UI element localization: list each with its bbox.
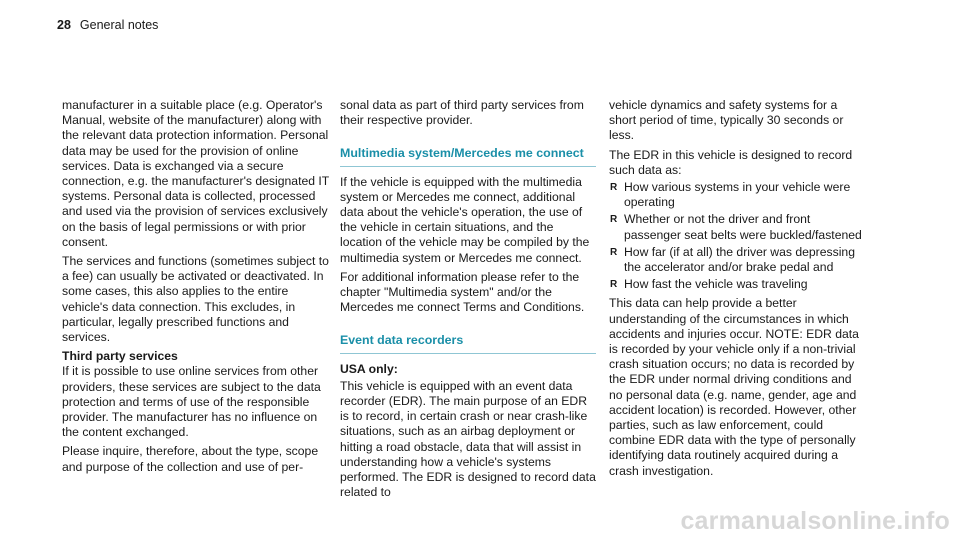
paragraph: The services and functions (sometimes subject to a fee) can usually be activated or deactivated. In some cases, this also applies to the entire vehicle's data connection. This excludes, in particular, legally prescribed functions and services. [62,254,329,345]
bullet-icon: R [610,182,618,194]
paragraph: If it is possible to use online services from other providers, these services are subject to the data protection and terms of use of the responsible provider. The manufacturer has no influence on the content exchanged. [62,364,321,440]
list-item: R How fast the vehicle was traveling [610,277,808,292]
paragraph: This vehicle is equipped with an event data recorder (EDR). The main purpose of an EDR is to record, in certain crash or near crash-like situations, such as an airbag deployment or hitting a road obstacle, data that will assist in understanding how a vehicle's systems performed. The EDR is designed to record data related to [340,378,596,500]
column-2 [340,98,596,500]
paragraph: The EDR in this vehicle is designed to record such data as: [609,147,853,177]
paragraph: If the vehicle is equipped with the multimedia system or Mercedes me connect, additional data about the vehicle's operation, the use of the vehicle in certain situations, and the location of the vehicle may be compiled by the multimedia system or Mercedes me connect. [340,174,590,265]
column-1 [62,98,330,475]
edr-heading: Event data recorders [340,333,596,353]
paragraph: Please inquire, therefore, about the type, scope and purpose of the collection and use of per- [62,444,319,474]
list-item: R How various systems in your vehicle were operating [610,180,851,210]
column-3 [609,98,865,479]
watermark: carmanualsonline.info [680,506,950,535]
paragraph: For additional information please refer to the chapter "Multimedia system" and/or the Mercedes me connect Terms and Conditions. [340,269,585,315]
third-party-heading: Third party services [62,349,178,364]
list-item: R Whether or not the driver and front passenger seat belts were buckled/fastened [610,212,862,242]
paragraph: sonal data as part of third party services from their respective provider. [340,98,584,128]
usa-only-heading: USA only: [340,361,398,376]
page-header [57,18,158,33]
bullet-icon: R [610,279,618,291]
bullet-icon: R [610,246,618,258]
page-number: 28 [57,18,71,32]
edr-data-list [609,180,865,292]
section-title: General notes [79,18,159,32]
paragraph: This data can help provide a better understanding of the circumstances in which accidents and injuries occur. NOTE: EDR data is recorded by your vehicle only if a non-trivial crash situation occurs; no data is recorded by the EDR under normal driving conditions and no personal data (e.g. name, gender, age and accident location) is recorded. However, other parties, such as law enforcement, could combine EDR data with the type of personally identifying data routinely acquired during a crash investigation. [609,296,859,478]
multimedia-heading: Multimedia system/Mercedes me connect [340,146,596,166]
paragraph: manufacturer in a suitable place (e.g. Operator's Manual, website of the manufacturer) along with the relevant data protection information. Personal data may be used for the provision of online services. Data is exchanged via a secure connection, e.g. the manufacturer's designated IT systems. Personal data is collected, processed and used via the provision of services exclusively on the basis of legal permissions or with prior consent. [62,98,330,249]
bullet-icon: R [610,214,618,226]
paragraph: vehicle dynamics and safety systems for a short period of time, typically 30 seconds or less. [609,98,844,143]
list-item: R How far (if at all) the driver was depressing the accelerator and/or brake pedal and [610,244,855,275]
